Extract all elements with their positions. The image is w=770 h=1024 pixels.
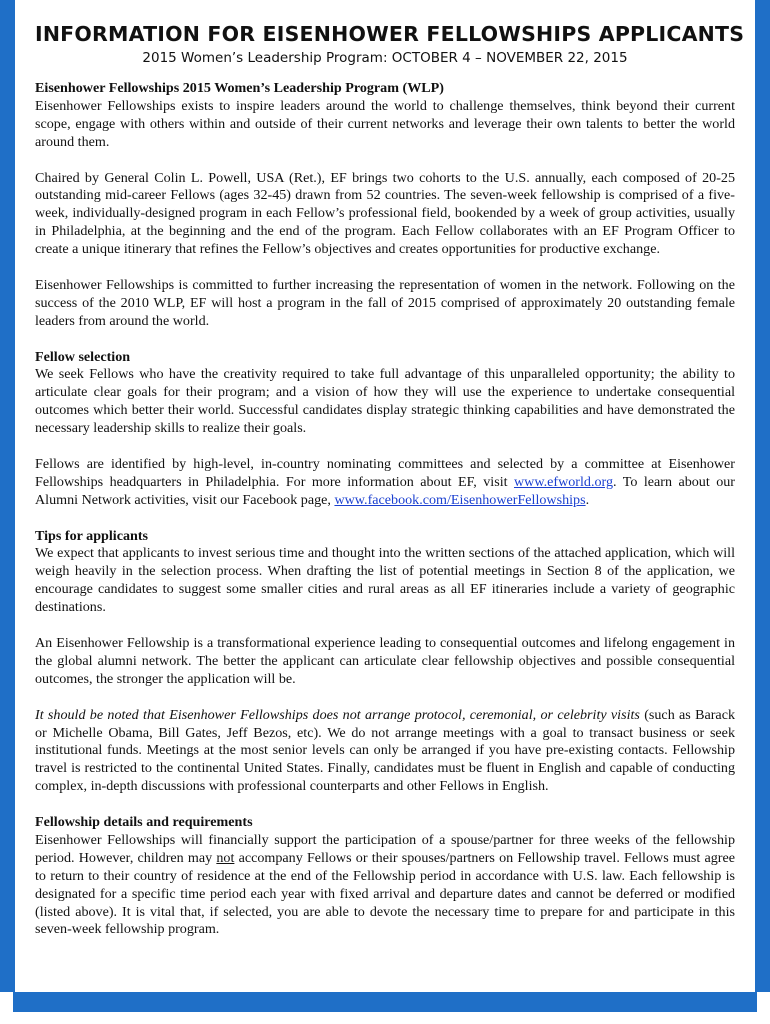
tips-paragraph-1: We expect that applicants to invest serious time and thought into the written sections of the attached application, which will weigh heavily in the selection process. When drafting the list of potential meetings in Section 8 of the application, we encourage candidates to suggest some smaller cities and rural areas as all EF itineraries include a variety of geographic destinations. <box>35 545 735 616</box>
details-paragraph-1 <box>35 832 735 939</box>
tips-paragraph-2: An Eisenhower Fellowship is a transformational experience leading to consequential outcomes and lifelong engagement in the global alumni network. The better the applicant can articulate clear fellowship objectives and possible consequential outcomes, the stronger the application will be. <box>35 635 735 687</box>
details-not-emphasis: not <box>216 849 235 866</box>
selection-text-b: . To learn about our Alumni Network activities, visit our Facebook page, <box>35 473 735 508</box>
selection-paragraph-2 <box>35 456 735 510</box>
details-heading: Fellowship details and requirements <box>35 814 253 831</box>
frame-right-bar <box>755 0 770 1024</box>
details-section <box>35 814 735 939</box>
wlp-paragraph-1: Eisenhower Fellowships exists to inspire leaders around the world to challenge themselves, think beyond their current scope, engage with others within and outside of their current networks and leverage their own talents to better the world around them. <box>35 97 735 150</box>
tips-italic-note: It should be noted that Eisenhower Fellowships does not arrange protocol, ceremonial, or celebrity visits <box>35 706 640 723</box>
selection-text-a: Fellows are identified by high-level, in-country nominating committees and selected by a committee at Eisenhower Fellowships headquarters in Philadelphia. For more information about EF, visit <box>35 455 735 490</box>
details-text-b: accompany Fellows or their spouses/partners on Fellowship travel. Fellows must agree to return to their country of residence at the end of the Fellowship period in accordance with U.S. law. Each fellowship is designated for a specific time period each year with fixed arrival and departure dates and cannot be deferred or modified (listed above). It is vital that, if selected, you are able to devote the necessary time to prepare for and participate in this seven-week fellowship program. <box>35 849 735 938</box>
details-text-a: Eisenhower Fellowships will financially support the participation of a spouse/partner for three weeks of the fellowship period. However, children may <box>35 831 735 866</box>
frame-bottom-bar <box>13 992 757 1012</box>
selection-text-c: . <box>585 491 590 508</box>
efworld-link[interactable]: www.efworld.org <box>513 473 614 490</box>
tips-text-rest: (such as Barack or Michelle Obama, Bill Gates, Jeff Bezos, etc). We do not arrange meetings with a goal to transact business or seek institutional funds. Meetings at the most senior levels can only be arranged if you have pre-existing contacts. Fellowship travel is restricted to the continental United States. Finally, candidates must be fluent in English and capable of conducting complex, in-depth discussions with professional counterparts and other Fellows in English. <box>35 706 735 795</box>
wlp-paragraph-3: Eisenhower Fellowships is committed to further increasing the representation of women in the network. Following on the success of the 2010 WLP, EF will host a program in the fall of 2015 comprised of approximately 20 outstanding female leaders from around the world. <box>35 276 735 329</box>
selection-section <box>35 349 735 510</box>
wlp-heading: Eisenhower Fellowships 2015 Women’s Leadership Program (WLP) <box>35 80 444 96</box>
page-title: INFORMATION FOR EISENHOWER FELLOWSHIPS APPLICANTS <box>35 22 745 46</box>
tips-paragraph-3 <box>35 707 735 797</box>
document-page <box>35 22 745 957</box>
document-body <box>35 80 735 939</box>
tips-section <box>35 528 735 797</box>
frame-bottom <box>0 992 770 1024</box>
facebook-link[interactable]: www.facebook.com/EisenhowerFellowships <box>334 491 586 508</box>
tips-heading: Tips for applicants <box>35 527 149 544</box>
wlp-paragraph-2: Chaired by General Colin L. Powell, USA (Ret.), EF brings two cohorts to the U.S. annually, each composed of 20-25 outstanding mid-career Fellows (ages 32-45) drawn from 52 countries. The seven-week fellowship is comprised of a five-week, individually-designed program in each Fellow’s professional field, bookended by a week of group activities, usually in Philadelphia, at the beginning and the end of the program. Each Fellow collaborates with an EF Program Officer to create a unique itinerary that refines the Fellow’s objectives and creates opportunities for productive exchange. <box>35 169 735 258</box>
selection-paragraph-1: We seek Fellows who have the creativity required to take full advantage of this unparalleled opportunity; the ability to articulate clear goals for their program; and a vision of how they will use the experience to undertake consequential outcomes which better their world. Successful candidates display strategic thinking capabilities and have demonstrated the necessary leadership skills to realize their goals. <box>35 366 735 437</box>
wlp-section <box>35 80 735 331</box>
frame-left-bar <box>0 0 15 1024</box>
selection-heading: Fellow selection <box>35 348 131 365</box>
page-subtitle: 2015 Women’s Leadership Program: OCTOBER 4 – NOVEMBER 22, 2015 <box>142 50 628 66</box>
